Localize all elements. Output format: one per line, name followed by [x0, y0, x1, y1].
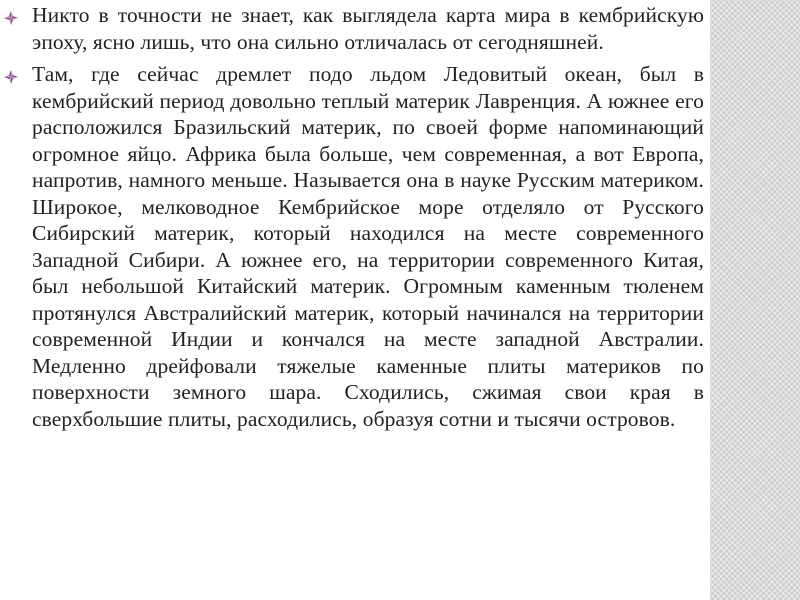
- bullet-item: [0, 2, 704, 55]
- slide-content: [0, 2, 704, 438]
- bullet-text: Никто в точности не знает, как выглядела карта мира в кембрийскую эпоху, ясно лишь, что она сильно отличалась от сегодняшней.: [32, 3, 704, 54]
- decorative-side-strip: [710, 0, 800, 600]
- bullet-item: [0, 61, 704, 432]
- diamond-bullet-icon: [4, 70, 18, 84]
- diamond-bullet-icon: [4, 11, 18, 25]
- bullet-text: Там, где сейчас дремлет подо льдом Ледовитый океан, был в кембрийский период довольно теплый материк Лавренция. А южнее его расположился Бразильский материк, по своей форме напоминающий огромное яйцо. Африка была больше, чем современная, а вот Европа, напротив, намного меньше. Называется она в науке Русским материком. Широкое, мелководное Кембрийское море отделяло от Русского Сибирский материк, который находился на месте современного Западной Сибири. А южнее его, на территории современного Китая, был небольшой Китайский материк. Огромным каменным тюленем протянулся Австралийский материк, который начинался на территории современной Индии и кончался на месте западной Австралии. Медленно дрейфовали тяжелые каменные плиты материков по поверхности земного шара. Сходились, сжимая свои края в сверхбольшие плиты, расходились, образуя сотни и тысячи островов.: [32, 62, 704, 431]
